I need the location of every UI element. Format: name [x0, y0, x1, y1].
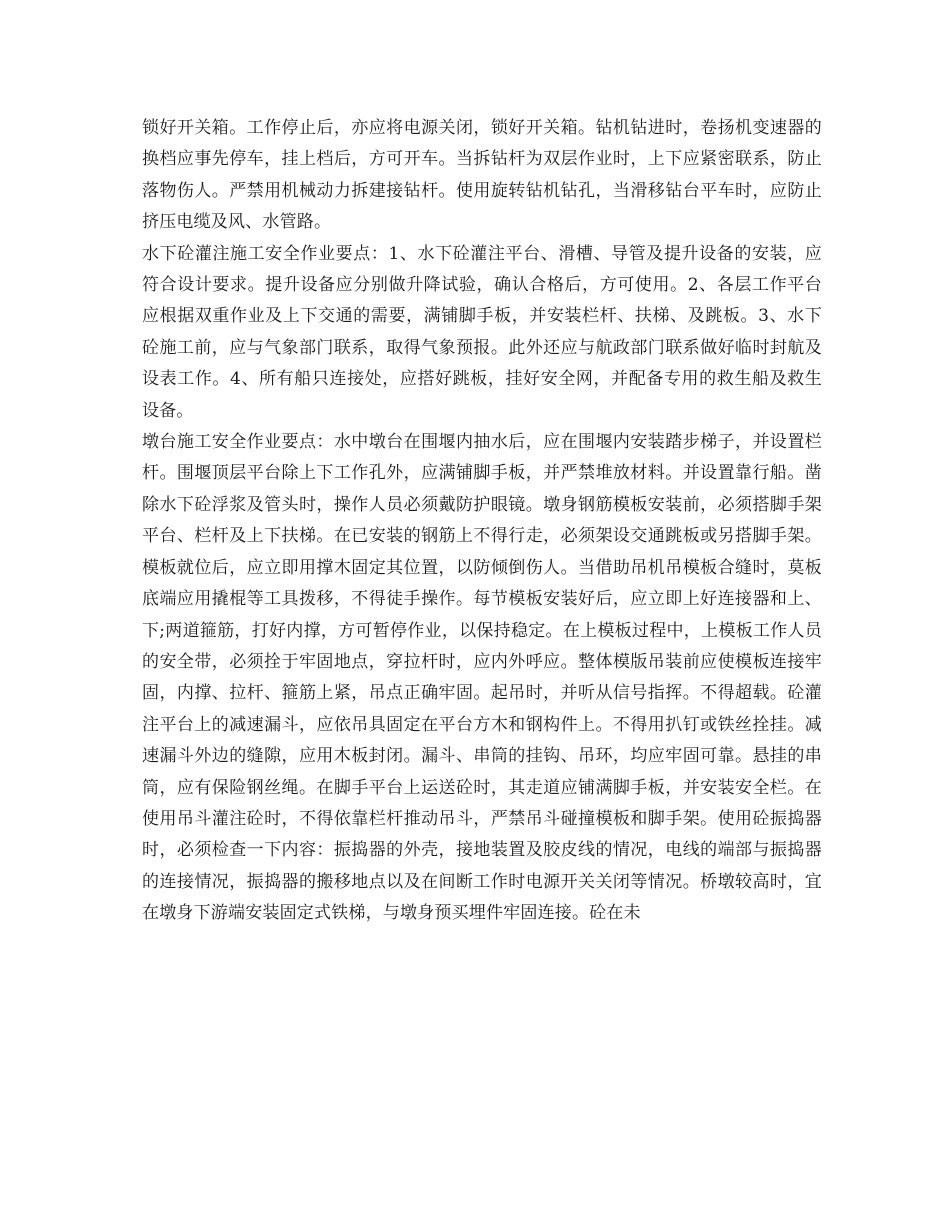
- document-body: [142, 113, 822, 930]
- paragraph-pier-construction-safety: 墩台施工安全作业要点：水中墩台在围堰内抽水后，应在围堰内安装踏步梯子，并设置栏杆。围堰顶层平台除上下工作孔外，应满铺脚手板，并严禁堆放材料。并设置靠行船。凿除水下砼浮浆及管头时，操作人员必须戴防护眼镜。墩身钢筋模板安装前，必须搭脚手架平台、栏杆及上下扶梯。在已安装的钢筋上不得行走，必须架设交通跳板或另搭脚手架。模板就位后，应立即用撑木固定其位置，以防倾倒伤人。当借助吊机吊模板合缝时，莫板底端应用撬棍等工具拨移，不得徒手操作。每节模板安装好后，应立即上好连接器和上、下;两道箍筋，打好内撑，方可暂停作业，以保持稳定。在上模板过程中，上模板工作人员的安全带，必须拴于牢固地点，穿拉杆时，应内外呼应。整体模版吊装前应使模板连接牢固，内撑、拉杆、箍筋上紧，吊点正确牢固。起吊时，并听从信号指挥。不得超载。砼灌注平台上的减速漏斗，应依吊具固定在平台方木和钢构件上。不得用扒钉或铁丝拴挂。减速漏斗外边的缝隙，应用木板封闭。漏斗、串筒的挂钩、吊环，均应牢固可靠。悬挂的串筒，应有保险钢丝绳。在脚手平台上运送砼时，其走道应铺满脚手板，并安装安全栏。在使用吊斗灌注砼时，不得依靠栏杆推动吊斗，严禁吊斗碰撞模板和脚手架。使用砼振捣器时，必须检查一下内容：振捣器的外壳，接地装置及胶皮线的情况，电线的端部与振捣器的连接情况，振捣器的搬移地点以及在间断工作时电源开关关闭等情况。桥墩较高时，宜在墩身下游端安装固定式铁梯，与墩身预买埋件牢固连接。砼在未: [142, 432, 822, 924]
- paragraph-drilling-safety: 锁好开关箱。工作停止后，亦应将电源关闭，锁好开关箱。钻机钻进时，卷扬机变速器的换档应事先停车，挂上档后，方可开车。当拆钻杆为双层作业时，上下应紧密联系，防止落物伤人。严禁用机械动力拆建接钻杆。使用旋转钻机钻孔，当滑移钻台平车时，应防止挤压电缆及风、水管路。: [142, 118, 822, 233]
- paragraph-underwater-concrete-safety: 水下砼灌注施工安全作业要点：1、水下砼灌注平台、滑槽、导管及提升设备的安装，应符合设计要求。提升设备应分别做升降试验，确认合格后，方可使用。2、各层工作平台应根据双重作业及上下交通的需要，满铺脚手板，并安装栏杆、扶梯、及跳板。3、水下砼施工前，应与气象部门联系，取得气象预报。此外还应与航政部门联系做好临时封航及设表工作。4、所有船只连接处，应搭好跳板，挂好安全网，并配备专用的救生船及救生设备。: [142, 243, 822, 421]
